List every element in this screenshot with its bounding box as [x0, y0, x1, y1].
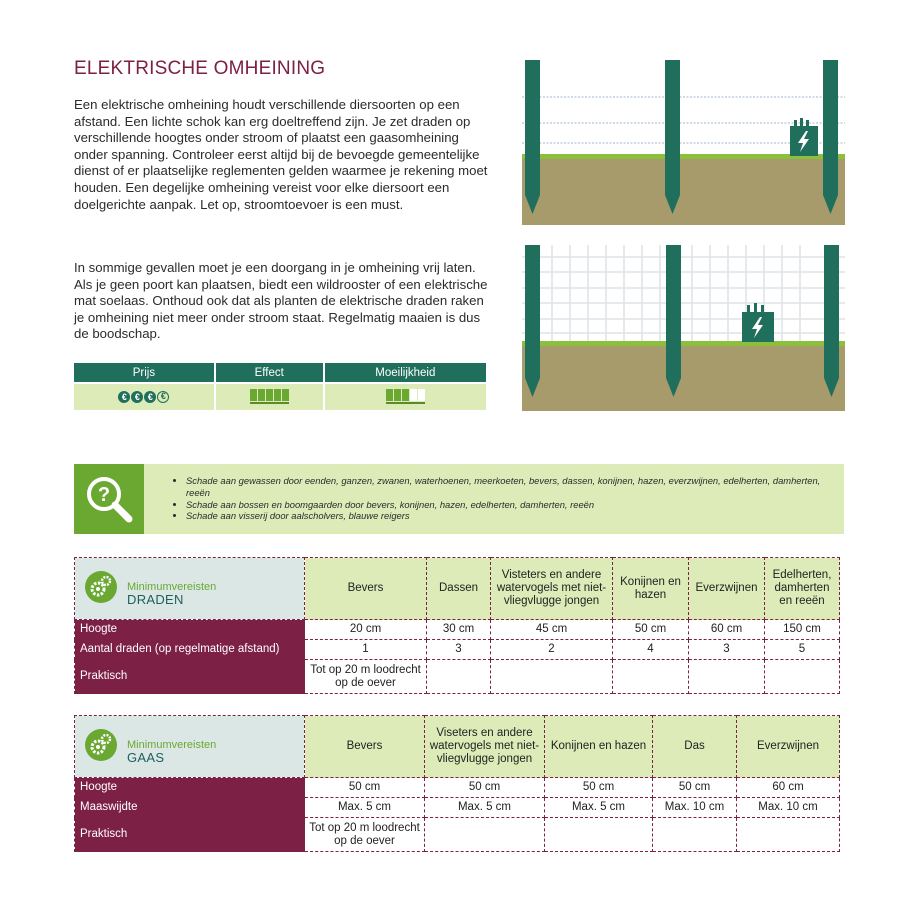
table-cell: 30 cm [427, 620, 491, 640]
row-label: Hoogte [75, 620, 305, 640]
table-cell: 50 cm [653, 778, 737, 798]
table-cell [491, 660, 613, 694]
table-row [75, 620, 840, 640]
table-row [75, 778, 840, 798]
wire-fence-illustration [522, 60, 845, 225]
difficulty-bars-icon [386, 389, 425, 404]
euro-coin-icon: € [144, 391, 156, 403]
gaas-requirements-table [74, 715, 840, 852]
table-cell: Tot op 20 m loodrecht op de oever [305, 818, 425, 852]
column-header: Viseters en andere watervogels met niet-vliegvlugge jongen [425, 716, 545, 778]
page-title: ELEKTRISCHE OMHEINING [74, 58, 326, 79]
magnifier-question-icon [74, 464, 144, 534]
ratings-table [74, 363, 486, 410]
table-cell: 50 cm [425, 778, 545, 798]
table-cell: Max. 5 cm [425, 798, 545, 818]
difficulty-rating [324, 383, 486, 410]
table-row [75, 798, 840, 818]
table-row [75, 660, 840, 694]
table-cell [653, 818, 737, 852]
table-cell: 3 [427, 640, 491, 660]
column-header: Das [653, 716, 737, 778]
row-label: Maaswijdte [75, 798, 305, 818]
row-label: Aantal draden (op regelmatige afstand) [75, 640, 305, 660]
column-header: Everzwijnen [689, 558, 765, 620]
row-label: Hoogte [75, 778, 305, 798]
euro-coin-icon: € [118, 391, 130, 403]
effect-rating [215, 383, 324, 410]
table-cell: Tot op 20 m loodrecht op de oever [305, 660, 427, 694]
price-rating [74, 383, 215, 410]
table-cell [689, 660, 765, 694]
table-subtitle: Minimumvereisten [127, 739, 217, 751]
table-cell [613, 660, 689, 694]
table-cell: 60 cm [737, 778, 840, 798]
table-title: GAAS [127, 750, 165, 765]
table-cell [765, 660, 840, 694]
column-header: Konijnen en hazen [545, 716, 653, 778]
table-row [75, 640, 840, 660]
euro-coin-icon: € [131, 391, 143, 403]
table-title: DRADEN [127, 592, 184, 607]
column-header: Bevers [305, 716, 425, 778]
table-cell: 2 [491, 640, 613, 660]
gaas-header-cell [75, 716, 305, 778]
column-header: Konijnen en hazen [613, 558, 689, 620]
price-header: Prijs [74, 363, 215, 383]
table-cell: 5 [765, 640, 840, 660]
damage-info-box [74, 464, 844, 534]
table-cell: 1 [305, 640, 427, 660]
effect-bars-icon [250, 389, 289, 404]
column-header: Dassen [427, 558, 491, 620]
list-item: • Schade aan visserij door aalscholvers, blauwe reigers [186, 510, 836, 522]
table-cell [737, 818, 840, 852]
table-cell: 4 [613, 640, 689, 660]
list-item: • Schade aan bossen en boomgaarden door bevers, konijnen, hazen, edelherten, damherten, reeën [186, 499, 836, 511]
passage-paragraph: In sommige gevallen moet je een doorgang in je omheining vrij laten. Als je geen poort kan plaatsen, biedt een wildrooster of een elektrische mat soelaas. Onthoud ook dat als planten de elektrische draden raken je omheining niet meer onder stroom staat. Regelmatig maaien is dus de boodschap. [74, 260, 488, 342]
column-header: Edelherten, damherten en reeën [765, 558, 840, 620]
row-label: Praktisch [75, 818, 305, 852]
column-header: Visteters en andere watervogels met niet-vliegvlugge jongen [491, 558, 613, 620]
table-cell: Max. 10 cm [737, 798, 840, 818]
table-cell: Max. 10 cm [653, 798, 737, 818]
mesh-fence-illustration [522, 245, 845, 411]
gears-icon [85, 729, 117, 761]
euro-coin-empty-icon: € [157, 391, 169, 403]
table-cell: 20 cm [305, 620, 427, 640]
table-cell [545, 818, 653, 852]
table-cell: 45 cm [491, 620, 613, 640]
column-header: Bevers [305, 558, 427, 620]
gears-icon [85, 571, 117, 603]
table-cell: 50 cm [545, 778, 653, 798]
draden-requirements-table [74, 557, 840, 694]
draden-header-cell [75, 558, 305, 620]
difficulty-header: Moeilijkheid [324, 363, 486, 383]
table-cell: 150 cm [765, 620, 840, 640]
table-subtitle: Minimumvereisten [127, 581, 217, 593]
table-cell [427, 660, 491, 694]
intro-paragraph: Een elektrische omheining houdt verschillende diersoorten op een afstand. Een lichte schok kan erg doeltreffend zijn. Je zet draden op verschillende hoogtes onder stroom of plaatst een gaasomheining onder spanning. Controleer eerst altijd bij de bevoegde gemeentelijke dienst of er plaatselijke reglementen gelden waarmee je rekening moet houden. Een degelijke omheining vereist voor elke diersoort een doelgerichte aanpak. Let op, stroomtoevoer is een must. [74, 97, 488, 212]
row-label: Praktisch [75, 660, 305, 694]
table-cell: 50 cm [613, 620, 689, 640]
table-cell: 60 cm [689, 620, 765, 640]
damage-list [186, 475, 836, 522]
list-item: • Schade aan gewassen door eenden, ganzen, zwanen, waterhoenen, meerkoeten, bevers, dassen, konijnen, hazen, everzwijnen, edelherten, damherten, reeën [186, 475, 836, 499]
effect-header: Effect [215, 363, 324, 383]
table-cell: 50 cm [305, 778, 425, 798]
svg-text:?: ? [97, 484, 111, 506]
table-row [75, 818, 840, 852]
table-cell: 3 [689, 640, 765, 660]
table-cell: Max. 5 cm [545, 798, 653, 818]
column-header: Everzwijnen [737, 716, 840, 778]
table-cell [425, 818, 545, 852]
table-cell: Max. 5 cm [305, 798, 425, 818]
